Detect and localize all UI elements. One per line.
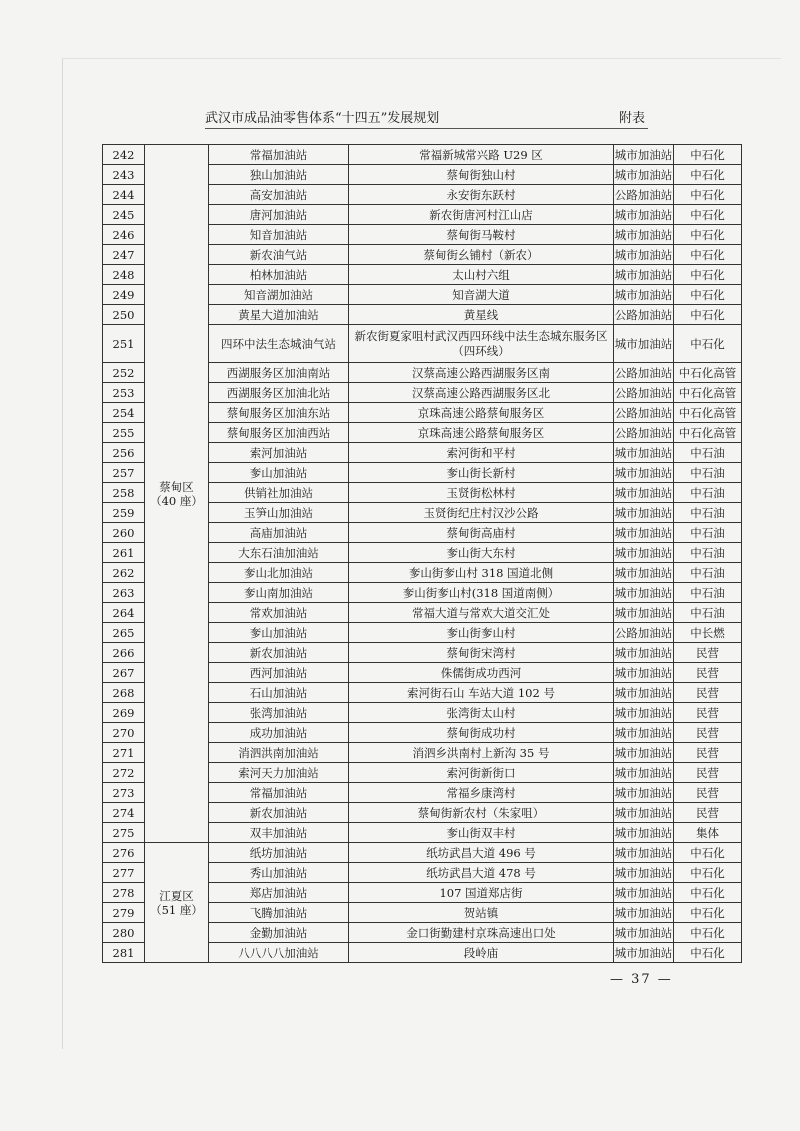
station-address: 京珠高速公路蔡甸服务区 xyxy=(349,423,614,443)
station-address: 蔡甸街成功村 xyxy=(349,723,614,743)
station-name: 纸坊加油站 xyxy=(209,843,349,863)
station-address: 新农街唐河村江山店 xyxy=(349,205,614,225)
station-owner: 集体 xyxy=(674,823,742,843)
station-address: 蔡甸街高庙村 xyxy=(349,523,614,543)
station-type: 城市加油站 xyxy=(614,165,674,185)
station-name: 新农加油站 xyxy=(209,643,349,663)
district-name: 蔡甸区 xyxy=(159,479,194,494)
district-name: 江夏区 xyxy=(159,888,194,903)
station-type: 城市加油站 xyxy=(614,883,674,903)
station-address: 贺站镇 xyxy=(349,903,614,923)
station-owner: 中石油 xyxy=(674,443,742,463)
station-address: 蔡甸街新农村（朱家咀） xyxy=(349,803,614,823)
station-owner: 中石油 xyxy=(674,543,742,563)
row-number: 262 xyxy=(103,563,145,583)
row-number: 278 xyxy=(103,883,145,903)
station-name: 西湖服务区加油南站 xyxy=(209,363,349,383)
station-address: 蔡甸街独山村 xyxy=(349,165,614,185)
row-number: 246 xyxy=(103,225,145,245)
station-owner: 中石油 xyxy=(674,563,742,583)
table-row xyxy=(103,843,742,863)
station-name: 新农加油站 xyxy=(209,803,349,823)
station-address: 常福乡康湾村 xyxy=(349,783,614,803)
row-number: 248 xyxy=(103,265,145,285)
station-address: 新农街夏家咀村武汉西四环线中法生态城东服务区（四环线） xyxy=(349,325,614,363)
station-name: 成功加油站 xyxy=(209,723,349,743)
row-number: 257 xyxy=(103,463,145,483)
station-owner: 中石化 xyxy=(674,185,742,205)
station-address: 蔡甸街马鞍村 xyxy=(349,225,614,245)
station-name: 飞腾加油站 xyxy=(209,903,349,923)
row-number: 259 xyxy=(103,503,145,523)
station-type: 城市加油站 xyxy=(614,943,674,963)
district-station-count: （51 座） xyxy=(150,902,203,917)
district-station-count: （40 座） xyxy=(150,493,203,508)
station-owner: 中石化 xyxy=(674,883,742,903)
row-number: 244 xyxy=(103,185,145,205)
row-number: 256 xyxy=(103,443,145,463)
row-number: 258 xyxy=(103,483,145,503)
station-type: 城市加油站 xyxy=(614,443,674,463)
station-name: 消泗洪南加油站 xyxy=(209,743,349,763)
station-type: 城市加油站 xyxy=(614,225,674,245)
row-number: 280 xyxy=(103,923,145,943)
row-number: 255 xyxy=(103,423,145,443)
station-name: 八八八八加油站 xyxy=(209,943,349,963)
station-name: 唐河加油站 xyxy=(209,205,349,225)
station-owner: 民营 xyxy=(674,643,742,663)
header-rule xyxy=(205,128,648,129)
table-row xyxy=(103,145,742,165)
station-owner: 中石油 xyxy=(674,523,742,543)
station-type: 城市加油站 xyxy=(614,563,674,583)
district-cell xyxy=(145,843,209,963)
row-number: 276 xyxy=(103,843,145,863)
station-owner: 中石化高管 xyxy=(674,363,742,383)
station-address: 纸坊武昌大道 496 号 xyxy=(349,843,614,863)
station-type: 城市加油站 xyxy=(614,503,674,523)
station-name: 玉笋山加油站 xyxy=(209,503,349,523)
station-type: 城市加油站 xyxy=(614,743,674,763)
station-type: 城市加油站 xyxy=(614,823,674,843)
station-type: 公路加油站 xyxy=(614,305,674,325)
row-number: 268 xyxy=(103,683,145,703)
station-name: 常福加油站 xyxy=(209,783,349,803)
station-owner: 中石油 xyxy=(674,603,742,623)
station-address: 奓山街双丰村 xyxy=(349,823,614,843)
row-number: 274 xyxy=(103,803,145,823)
station-type: 城市加油站 xyxy=(614,683,674,703)
station-owner: 中石化 xyxy=(674,843,742,863)
station-name: 奓山加油站 xyxy=(209,623,349,643)
row-number: 273 xyxy=(103,783,145,803)
station-name: 新农油气站 xyxy=(209,245,349,265)
station-type: 城市加油站 xyxy=(614,583,674,603)
station-address: 奓山街大东村 xyxy=(349,543,614,563)
row-number: 242 xyxy=(103,145,145,165)
station-owner: 中石化 xyxy=(674,165,742,185)
station-type: 城市加油站 xyxy=(614,643,674,663)
station-type: 城市加油站 xyxy=(614,205,674,225)
station-name: 高庙加油站 xyxy=(209,523,349,543)
station-type: 城市加油站 xyxy=(614,663,674,683)
station-name: 蔡甸服务区加油西站 xyxy=(209,423,349,443)
row-number: 263 xyxy=(103,583,145,603)
station-type: 城市加油站 xyxy=(614,703,674,723)
row-number: 250 xyxy=(103,305,145,325)
row-number: 271 xyxy=(103,743,145,763)
station-owner: 中石油 xyxy=(674,583,742,603)
station-address: 侏儒街成功西河 xyxy=(349,663,614,683)
station-type: 城市加油站 xyxy=(614,863,674,883)
station-owner: 中石化高管 xyxy=(674,403,742,423)
station-address: 蔡甸街宋湾村 xyxy=(349,643,614,663)
station-owner: 中石化 xyxy=(674,943,742,963)
document-title: 武汉市成品油零售体系“十四五”发展规划 xyxy=(205,111,440,126)
row-number: 266 xyxy=(103,643,145,663)
station-address: 常福大道与常欢大道交汇处 xyxy=(349,603,614,623)
station-name: 四环中法生态城油气站 xyxy=(209,325,349,363)
station-owner: 中石化 xyxy=(674,145,742,165)
station-owner: 民营 xyxy=(674,663,742,683)
row-number: 277 xyxy=(103,863,145,883)
station-address: 蔡甸街幺铺村（新农） xyxy=(349,245,614,265)
station-name: 奓山加油站 xyxy=(209,463,349,483)
station-type: 城市加油站 xyxy=(614,285,674,305)
station-owner: 中石化 xyxy=(674,205,742,225)
station-address: 金口街勤建村京珠高速出口处 xyxy=(349,923,614,943)
station-owner: 民营 xyxy=(674,763,742,783)
station-address: 常福新城常兴路 U29 区 xyxy=(349,145,614,165)
station-name: 独山加油站 xyxy=(209,165,349,185)
station-type: 城市加油站 xyxy=(614,723,674,743)
station-owner: 民营 xyxy=(674,683,742,703)
station-type: 城市加油站 xyxy=(614,763,674,783)
station-name: 高安加油站 xyxy=(209,185,349,205)
row-number: 245 xyxy=(103,205,145,225)
station-address: 奓山街长新村 xyxy=(349,463,614,483)
row-number: 281 xyxy=(103,943,145,963)
station-name: 供销社加油站 xyxy=(209,483,349,503)
district-cell xyxy=(145,145,209,843)
station-type: 城市加油站 xyxy=(614,325,674,363)
station-type: 城市加油站 xyxy=(614,923,674,943)
station-owner: 中石化高管 xyxy=(674,423,742,443)
station-owner: 中长燃 xyxy=(674,623,742,643)
station-owner: 民营 xyxy=(674,743,742,763)
row-number: 247 xyxy=(103,245,145,265)
station-owner: 中石化 xyxy=(674,325,742,363)
station-address: 纸坊武昌大道 478 号 xyxy=(349,863,614,883)
station-owner: 民营 xyxy=(674,703,742,723)
station-type: 公路加油站 xyxy=(614,383,674,403)
station-type: 公路加油站 xyxy=(614,423,674,443)
row-number: 253 xyxy=(103,383,145,403)
station-owner: 民营 xyxy=(674,803,742,823)
station-owner: 中石化 xyxy=(674,863,742,883)
station-owner: 中石化 xyxy=(674,923,742,943)
station-name: 黄星大道加油站 xyxy=(209,305,349,325)
station-address: 奓山街奓山村(318 国道南侧） xyxy=(349,583,614,603)
station-type: 公路加油站 xyxy=(614,363,674,383)
station-name: 郑店加油站 xyxy=(209,883,349,903)
row-number: 254 xyxy=(103,403,145,423)
row-number: 252 xyxy=(103,363,145,383)
row-number: 249 xyxy=(103,285,145,305)
page-number: — 37 — xyxy=(610,972,673,987)
station-type: 公路加油站 xyxy=(614,403,674,423)
row-number: 251 xyxy=(103,325,145,363)
row-number: 267 xyxy=(103,663,145,683)
row-number: 260 xyxy=(103,523,145,543)
station-address: 玉贤街松林村 xyxy=(349,483,614,503)
station-name: 索河天力加油站 xyxy=(209,763,349,783)
station-type: 城市加油站 xyxy=(614,523,674,543)
station-name: 双丰加油站 xyxy=(209,823,349,843)
station-owner: 中石化 xyxy=(674,285,742,305)
station-name: 柏林加油站 xyxy=(209,265,349,285)
row-number: 261 xyxy=(103,543,145,563)
station-type: 城市加油站 xyxy=(614,803,674,823)
station-type: 城市加油站 xyxy=(614,265,674,285)
station-name: 常欢加油站 xyxy=(209,603,349,623)
station-name: 大东石油加油站 xyxy=(209,543,349,563)
station-address: 汉蔡高速公路西湖服务区北 xyxy=(349,383,614,403)
station-type: 城市加油站 xyxy=(614,463,674,483)
station-name: 常福加油站 xyxy=(209,145,349,165)
station-type: 城市加油站 xyxy=(614,783,674,803)
station-address: 知音湖大道 xyxy=(349,285,614,305)
station-address: 索河街和平村 xyxy=(349,443,614,463)
station-owner: 中石化 xyxy=(674,225,742,245)
station-owner: 民营 xyxy=(674,783,742,803)
station-address: 太山村六组 xyxy=(349,265,614,285)
station-address: 索河街新街口 xyxy=(349,763,614,783)
row-number: 275 xyxy=(103,823,145,843)
row-number: 265 xyxy=(103,623,145,643)
station-owner: 中石化 xyxy=(674,265,742,285)
station-address: 消泗乡洪南村上新沟 35 号 xyxy=(349,743,614,763)
station-address: 京珠高速公路蔡甸服务区 xyxy=(349,403,614,423)
station-type: 城市加油站 xyxy=(614,145,674,165)
annex-label: 附表 xyxy=(618,111,645,126)
station-type: 城市加油站 xyxy=(614,843,674,863)
row-number: 270 xyxy=(103,723,145,743)
station-type: 城市加油站 xyxy=(614,603,674,623)
row-number: 279 xyxy=(103,903,145,923)
row-number: 272 xyxy=(103,763,145,783)
row-number: 264 xyxy=(103,603,145,623)
station-type: 城市加油站 xyxy=(614,903,674,923)
station-owner: 中石化 xyxy=(674,245,742,265)
station-type: 公路加油站 xyxy=(614,185,674,205)
station-owner: 中石化 xyxy=(674,903,742,923)
station-owner: 中石油 xyxy=(674,503,742,523)
station-address: 段岭庙 xyxy=(349,943,614,963)
station-name: 知音湖加油站 xyxy=(209,285,349,305)
station-name: 张湾加油站 xyxy=(209,703,349,723)
station-address: 奓山街奓山村 xyxy=(349,623,614,643)
station-name: 索河加油站 xyxy=(209,443,349,463)
station-address: 永安街东跃村 xyxy=(349,185,614,205)
station-name: 西湖服务区加油北站 xyxy=(209,383,349,403)
station-name: 金勤加油站 xyxy=(209,923,349,943)
station-type: 城市加油站 xyxy=(614,245,674,265)
station-address: 索河街石山 车站大道 102 号 xyxy=(349,683,614,703)
station-name: 石山加油站 xyxy=(209,683,349,703)
station-name: 秀山加油站 xyxy=(209,863,349,883)
station-type: 公路加油站 xyxy=(614,623,674,643)
station-address: 107 国道郑店街 xyxy=(349,883,614,903)
station-name: 蔡甸服务区加油东站 xyxy=(209,403,349,423)
station-type: 城市加油站 xyxy=(614,543,674,563)
station-name: 知音加油站 xyxy=(209,225,349,245)
station-owner: 民营 xyxy=(674,723,742,743)
station-owner: 中石化 xyxy=(674,305,742,325)
gas-station-table xyxy=(102,144,742,963)
station-address: 奓山街奓山村 318 国道北侧 xyxy=(349,563,614,583)
station-name: 西河加油站 xyxy=(209,663,349,683)
station-type: 城市加油站 xyxy=(614,483,674,503)
row-number: 243 xyxy=(103,165,145,185)
station-address: 张湾街太山村 xyxy=(349,703,614,723)
station-address: 黄星线 xyxy=(349,305,614,325)
station-name: 奓山北加油站 xyxy=(209,563,349,583)
station-address: 玉贤街纪庄村汉沙公路 xyxy=(349,503,614,523)
station-name: 奓山南加油站 xyxy=(209,583,349,603)
station-owner: 中石油 xyxy=(674,483,742,503)
row-number: 269 xyxy=(103,703,145,723)
station-owner: 中石化高管 xyxy=(674,383,742,403)
station-owner: 中石油 xyxy=(674,463,742,483)
page-header xyxy=(205,107,645,127)
station-address: 汉蔡高速公路西湖服务区南 xyxy=(349,363,614,383)
